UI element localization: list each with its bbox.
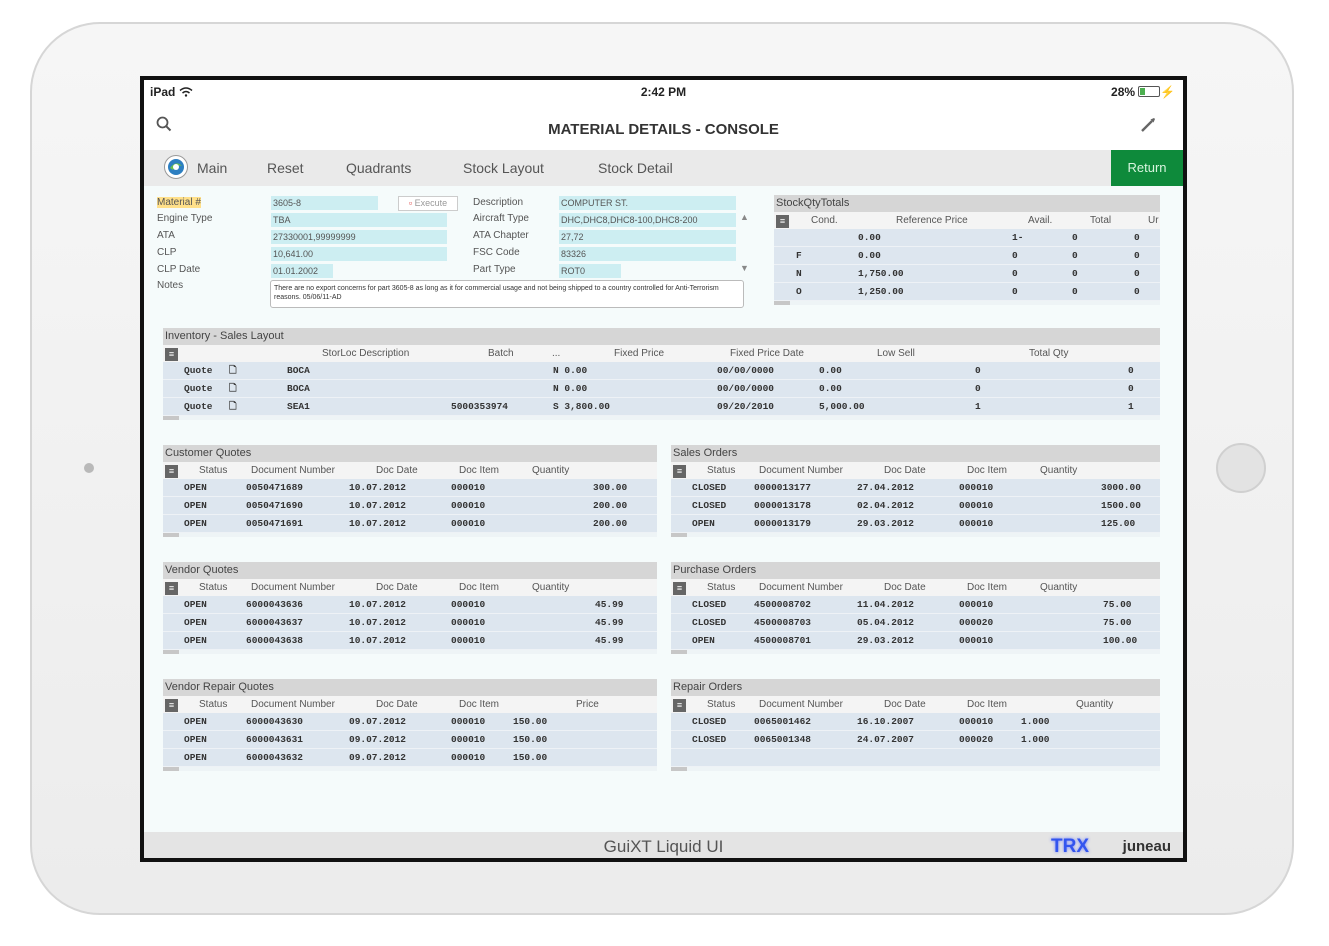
description-field[interactable]: COMPUTER ST.: [559, 196, 736, 210]
column-header: Fixed Price: [614, 348, 665, 359]
column-header: Document Number: [251, 465, 335, 476]
column-header: Doc Item: [967, 582, 1008, 593]
column-header: Quantity: [532, 465, 570, 476]
nav-main[interactable]: Main: [197, 160, 228, 176]
column-header: Document Number: [759, 699, 843, 710]
clp-field[interactable]: 10,641.00: [271, 247, 447, 261]
column-header: Quantity: [1040, 465, 1078, 476]
material-label: Material #: [157, 197, 201, 208]
table-row[interactable]: OPEN 4500008701 29.03.2012 000010 100.00: [671, 632, 1160, 650]
nav-stock-layout[interactable]: Stock Layout: [463, 160, 544, 176]
table-row[interactable]: OPEN 0050471689 10.07.2012 000010 300.00: [163, 479, 657, 497]
fsc-code-label: FSC Code: [473, 247, 520, 258]
table-row[interactable]: OPEN 6000043630 09.07.2012 000010 150.00: [163, 713, 657, 731]
ata-field[interactable]: 27330001,99999999: [271, 230, 447, 244]
nav-stock-detail[interactable]: Stock Detail: [598, 160, 673, 176]
table-row[interactable]: 0.00 1- 0 0: [774, 229, 1160, 247]
column-header: Doc Item: [459, 465, 500, 476]
screen-bezel: [140, 76, 1187, 862]
column-header: Document Number: [759, 582, 843, 593]
battery-icon: [1138, 86, 1160, 97]
panel-title: Vendor Quotes: [163, 562, 657, 579]
trx-label[interactable]: TRX: [1051, 836, 1089, 857]
sales-orders-panel: [671, 445, 1160, 537]
table-row[interactable]: OPEN 6000043632 09.07.2012 000010 150.00: [163, 749, 657, 767]
table-row[interactable]: OPEN 0050471691 10.07.2012 000010 200.00: [163, 515, 657, 533]
table-row[interactable]: Quote 🗋 SEA1 5000353974 S 3,800.00 09/20/2010 5,000.00 1 1: [163, 398, 1160, 416]
panel-title: Sales Orders: [671, 445, 1160, 462]
clock: 2:42 PM: [640, 85, 687, 99]
column-header: StorLoc Description: [322, 348, 410, 359]
footer-bar: [144, 832, 1183, 858]
table-row[interactable]: F 0.00 0 0 0: [774, 247, 1160, 265]
part-type-field[interactable]: ROT0: [559, 264, 621, 278]
column-header-row: [774, 212, 1160, 229]
table-row[interactable]: OPEN 0000013179 29.03.2012 000010 125.00: [671, 515, 1160, 533]
charging-icon: ⚡: [1160, 85, 1175, 99]
column-header: Reference Price: [896, 215, 968, 226]
panel-title: Purchase Orders: [671, 562, 1160, 579]
table-row[interactable]: CLOSED 0065001462 16.10.2007 000010 1.000: [671, 713, 1160, 731]
column-header: Cond.: [811, 215, 838, 226]
clp-label: CLP: [157, 247, 177, 258]
panel-title: Repair Orders: [671, 679, 1160, 696]
part-type-label: Part Type: [473, 264, 516, 275]
aircraft-type-field[interactable]: DHC,DHC8,DHC8-100,DHC8-200: [559, 213, 736, 227]
column-header: Doc Date: [884, 465, 926, 476]
scroll-down-icon[interactable]: ▼: [740, 263, 749, 273]
panel-title: Inventory - Sales Layout: [163, 328, 1160, 345]
column-header: Doc Item: [459, 582, 500, 593]
execute-button[interactable]: ▫ Execute: [398, 196, 458, 211]
stock-qty-totals-panel: [774, 195, 1160, 305]
nav-quadrants[interactable]: Quadrants: [346, 160, 412, 176]
table-row[interactable]: OPEN 6000043637 10.07.2012 000010 45.99: [163, 614, 657, 632]
home-button[interactable]: [1216, 443, 1266, 493]
column-header: Doc Item: [967, 465, 1008, 476]
column-header: Quantity: [1040, 582, 1078, 593]
wrench-icon[interactable]: [1139, 116, 1157, 139]
app-logo-icon[interactable]: [164, 155, 188, 179]
column-header: Low Sell: [877, 348, 915, 359]
menu-icon[interactable]: ≡: [673, 465, 686, 478]
column-header-row: [671, 462, 1160, 479]
clp-date-label: CLP Date: [157, 264, 201, 275]
column-header: Document Number: [251, 582, 335, 593]
table-row[interactable]: CLOSED 0065001348 24.07.2007 000020 1.000: [671, 731, 1160, 749]
column-header: Status: [707, 465, 736, 476]
menu-icon[interactable]: ≡: [165, 348, 178, 361]
menu-icon[interactable]: ≡: [165, 582, 178, 595]
repair-orders-panel: [671, 679, 1160, 771]
scroll-up-icon[interactable]: ▲: [740, 212, 749, 222]
column-header: Document Number: [251, 699, 335, 710]
notes-textarea[interactable]: There are no export concerns for part 3605-8 as long as it for commercial usage and not being shipped to a country controlled for Anti-Terrorism reasons. 05/06/11-AD: [270, 280, 744, 308]
column-header: Doc Date: [376, 582, 418, 593]
table-row[interactable]: CLOSED 0000013177 27.04.2012 000010 3000.00: [671, 479, 1160, 497]
document-icon[interactable]: 🗋: [229, 365, 237, 376]
column-header: Doc Item: [967, 699, 1008, 710]
execute-icon: ▫: [408, 198, 413, 208]
column-header-row: [671, 579, 1160, 596]
table-row[interactable]: CLOSED 4500008703 05.04.2012 000020 75.00: [671, 614, 1160, 632]
brand-label: GuiXT Liquid UI: [603, 837, 724, 856]
column-header: Doc Date: [884, 699, 926, 710]
engine-type-label: Engine Type: [157, 213, 213, 224]
column-header: Document Number: [759, 465, 843, 476]
table-row[interactable]: Quote 🗋 BOCA N 0.00 00/00/0000 0.00 0 0: [163, 380, 1160, 398]
column-header-row: [163, 696, 657, 713]
nav-bar: [144, 150, 1183, 186]
table-row[interactable]: OPEN 0050471690 10.07.2012 000010 200.00: [163, 497, 657, 515]
column-header: Doc Date: [376, 699, 418, 710]
device-label: iPad: [150, 85, 193, 99]
column-header: Total: [1090, 215, 1112, 226]
status-bar: [144, 80, 1183, 104]
table-row[interactable]: CLOSED 0000013178 02.04.2012 000010 1500.00: [671, 497, 1160, 515]
column-header: Status: [707, 699, 736, 710]
clp-date-field[interactable]: 01.01.2002: [271, 264, 333, 278]
menu-icon[interactable]: ≡: [776, 215, 789, 228]
table-row[interactable]: OPEN 6000043638 10.07.2012 000010 45.99: [163, 632, 657, 650]
table-row-empty: [671, 749, 1160, 767]
nav-reset[interactable]: Reset: [267, 160, 304, 176]
column-header: Status: [707, 582, 736, 593]
table-row[interactable]: N 1,750.00 0 0 0: [774, 265, 1160, 283]
aircraft-type-label: Aircraft Type: [473, 213, 529, 224]
notes-label: Notes: [157, 280, 184, 291]
inventory-sales-layout-panel: [163, 328, 1160, 420]
table-row[interactable]: CLOSED 4500008702 11.04.2012 000010 75.00: [671, 596, 1160, 614]
column-header: Fixed Price Date: [730, 348, 804, 359]
vendor-quotes-panel: [163, 562, 657, 654]
menu-icon[interactable]: ≡: [673, 699, 686, 712]
document-icon[interactable]: 🗋: [229, 401, 237, 412]
battery-status: 28% ⚡: [1111, 85, 1175, 99]
table-row[interactable]: O 1,250.00 0 0 0: [774, 283, 1160, 301]
table-row[interactable]: OPEN 6000043631 09.07.2012 000010 150.00: [163, 731, 657, 749]
column-header-row: [671, 696, 1160, 713]
menu-icon[interactable]: ≡: [165, 699, 178, 712]
column-header: Doc Date: [376, 465, 418, 476]
column-header: Total Qty: [1029, 348, 1069, 359]
column-header-row: [163, 579, 657, 596]
table-row[interactable]: OPEN 6000043636 10.07.2012 000010 45.99: [163, 596, 657, 614]
fsc-code-field[interactable]: 83326: [559, 247, 736, 261]
ata-label: ATA: [157, 230, 175, 241]
engine-type-field[interactable]: TBA: [271, 213, 447, 227]
panel-title: StockQtyTotals: [774, 195, 1160, 212]
column-header: Status: [199, 465, 228, 476]
column-header: Ur: [1148, 215, 1159, 226]
column-header: Avail.: [1028, 215, 1053, 226]
app-display: [144, 80, 1183, 858]
ata-chapter-field[interactable]: 27,72: [559, 230, 736, 244]
return-button[interactable]: Return: [1111, 150, 1183, 186]
customer-quotes-panel: [163, 445, 657, 537]
column-header: Doc Date: [884, 582, 926, 593]
title-bar: [144, 104, 1183, 150]
column-header: ...: [552, 348, 561, 359]
menu-icon[interactable]: ≡: [673, 582, 686, 595]
menu-icon[interactable]: ≡: [165, 465, 178, 478]
camera-dot: [84, 463, 94, 473]
user-label: juneau: [1122, 838, 1171, 855]
material-field[interactable]: 3605-8: [271, 196, 378, 210]
column-header: Quantity: [532, 582, 570, 593]
column-header-row: [163, 462, 657, 479]
column-header-row: [163, 345, 1160, 362]
ata-chapter-label: ATA Chapter: [473, 230, 529, 241]
panel-title: Customer Quotes: [163, 445, 657, 462]
column-header: Doc Item: [459, 699, 500, 710]
page-title: MATERIAL DETAILS - CONSOLE: [548, 121, 779, 138]
column-header: Status: [199, 582, 228, 593]
column-header: Batch: [488, 348, 514, 359]
panel-title: Vendor Repair Quotes: [163, 679, 657, 696]
column-header: Status: [199, 699, 228, 710]
column-header: Quantity: [1076, 699, 1114, 710]
vendor-repair-quotes-panel: [163, 679, 657, 771]
column-header: Price: [576, 699, 599, 710]
table-row[interactable]: Quote 🗋 BOCA N 0.00 00/00/0000 0.00 0 0: [163, 362, 1160, 380]
purchase-orders-panel: [671, 562, 1160, 654]
description-label: Description: [473, 197, 524, 208]
document-icon[interactable]: 🗋: [229, 383, 237, 394]
